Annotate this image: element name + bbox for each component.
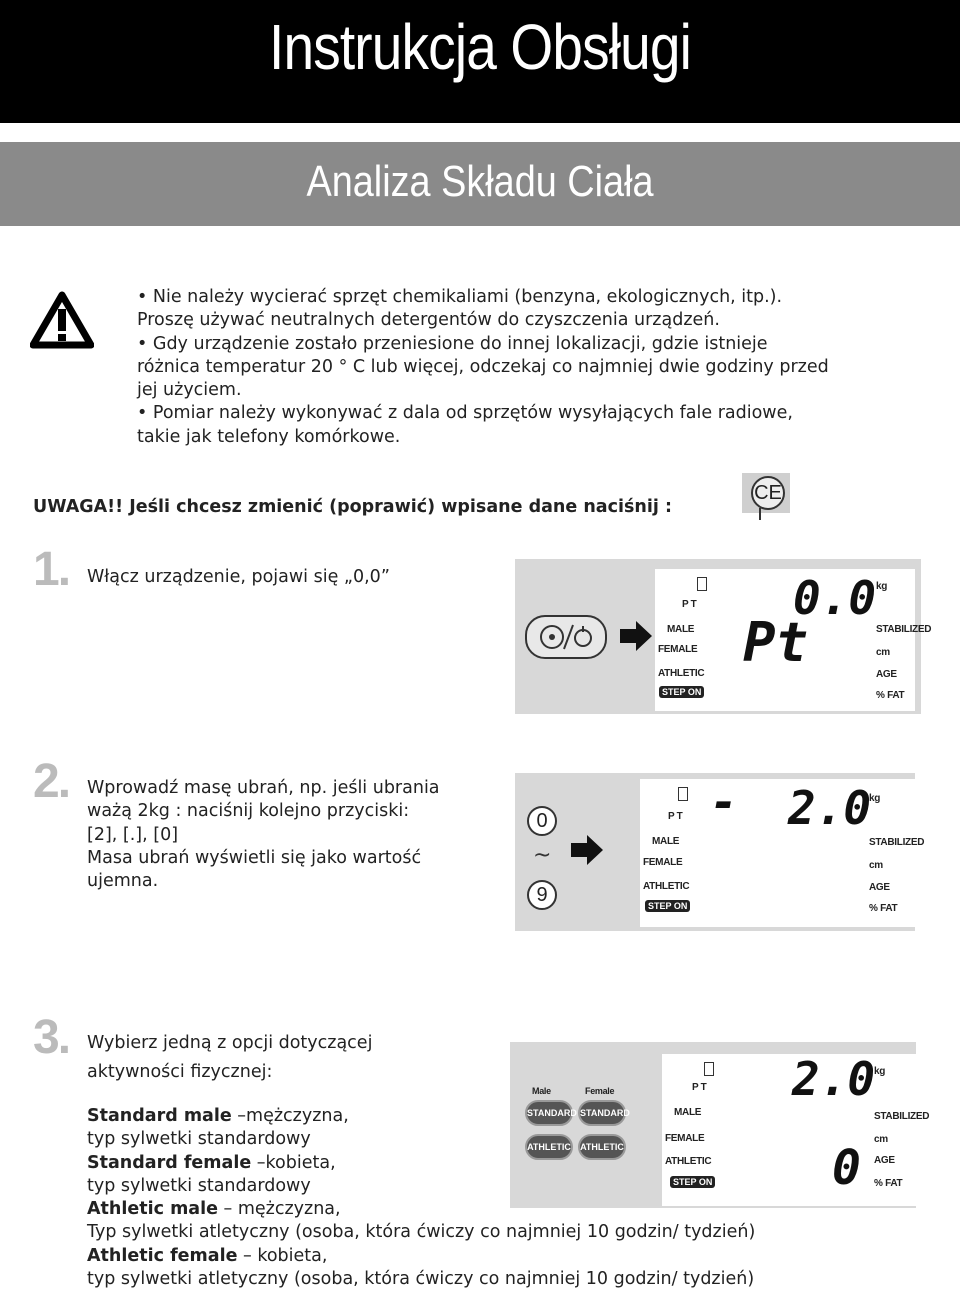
lcd-pt-label: P T bbox=[692, 1082, 707, 1093]
option-title: Standard male bbox=[87, 1106, 232, 1126]
warning-line: Proszę używać neutralnych detergentów do czyszczenia urządzeń. bbox=[137, 310, 720, 331]
lcd-step-on: STEP ON bbox=[645, 900, 690, 912]
lcd-fat-label: % FAT bbox=[869, 903, 898, 914]
lcd-kg-label: kg bbox=[869, 793, 881, 804]
key-0-image: 0 bbox=[527, 806, 557, 836]
lcd-female-label: FEMALE bbox=[643, 857, 683, 868]
lcd-cm-label: cm bbox=[869, 860, 883, 871]
option-description: typ sylwetki standardowy bbox=[87, 1129, 311, 1150]
lcd-fat-label: % FAT bbox=[874, 1178, 903, 1189]
lcd-cm-label: cm bbox=[874, 1134, 888, 1145]
option-gender: – mężczyzna, bbox=[217, 1199, 341, 1220]
step2-line: [2], [.], [0] bbox=[87, 824, 179, 845]
page-subtitle: Analiza Składu Ciała bbox=[306, 157, 654, 206]
lcd-display bbox=[640, 775, 925, 927]
warning-line: takie jak telefony komórkowe. bbox=[137, 426, 401, 447]
lcd-fat-label: % FAT bbox=[876, 690, 905, 701]
lcd-athletic-label: ATHLETIC bbox=[643, 881, 690, 892]
lcd-display bbox=[655, 569, 932, 711]
warning-line: • Gdy urządzenie zostało przeniesione do innej lokalizacji, gdzie istnieje bbox=[137, 333, 768, 354]
step2-line: ważą 2kg : naciśnij kolejno przyciski: bbox=[87, 801, 410, 822]
lcd-male-label: MALE bbox=[667, 624, 695, 635]
step1-text: Włącz urządzenie, pojawi się „0,0” bbox=[87, 567, 390, 587]
step-number: 3. bbox=[33, 1011, 70, 1064]
athletic-female-button-image: ATHLETIC bbox=[578, 1134, 626, 1160]
lcd-step-on: STEP ON bbox=[659, 686, 704, 698]
athletic-male-button-image: ATHLETIC bbox=[525, 1134, 573, 1160]
power-icon bbox=[527, 617, 605, 657]
lcd-male-label: MALE bbox=[652, 836, 680, 847]
standard-female-button-image: STANDARD bbox=[578, 1100, 626, 1126]
lcd-step-on: STEP ON bbox=[670, 1176, 715, 1188]
step-number: 2. bbox=[33, 755, 70, 808]
lcd-age-label: AGE bbox=[876, 669, 897, 680]
standard-male-button-image: STANDARD bbox=[525, 1100, 573, 1126]
option-title: Standard female bbox=[87, 1152, 252, 1173]
key-9-image: 9 bbox=[527, 880, 557, 910]
battery-icon bbox=[704, 1062, 714, 1076]
tilde-symbol: ~ bbox=[533, 843, 552, 868]
page-title: Instrukcja Obsługi bbox=[269, 11, 691, 83]
lcd-pt-value: Pt bbox=[743, 611, 809, 674]
step2-illustration bbox=[515, 773, 925, 931]
activity-options bbox=[87, 1105, 947, 1291]
lcd-age-label: AGE bbox=[874, 1155, 895, 1166]
option-description: Typ sylwetki atletyczny (osoba, która ćwiczy co najmniej 10 godzin/ tydzień) bbox=[87, 1222, 756, 1243]
warning-icon bbox=[30, 291, 94, 349]
option-title: Athletic male bbox=[87, 1199, 218, 1220]
lcd-kg-label: kg bbox=[876, 581, 888, 592]
warning-line: • Nie należy wycierać sprzęt chemikaliami (benzyna, ekologicznych, itp.). bbox=[137, 287, 783, 307]
lcd-weight-value: 2.0 bbox=[788, 781, 872, 835]
battery-icon bbox=[697, 577, 707, 591]
warning-line: • Pomiar należy wykonywać z dala od sprzętów wysyłających fale radiowe, bbox=[137, 403, 793, 424]
warning-list bbox=[137, 286, 937, 449]
lcd-stabilized-label: STABILIZED bbox=[869, 837, 925, 848]
lcd-pt-label: P T bbox=[682, 599, 697, 610]
lcd-female-label: FEMALE bbox=[665, 1133, 705, 1144]
lcd-male-label: MALE bbox=[674, 1107, 702, 1118]
step-number: 1. bbox=[33, 543, 70, 596]
lcd-female-label: FEMALE bbox=[658, 644, 698, 655]
step1-illustration bbox=[515, 559, 932, 714]
lcd-age-label: AGE bbox=[869, 882, 890, 893]
lcd-weight-value: 0.0 bbox=[793, 571, 877, 625]
lcd-minus-sign: - bbox=[710, 775, 738, 829]
warning-line: różnica temperatur 20 ° C lub więcej, odczekaj co najmniej dwie godziny przed bbox=[137, 356, 829, 377]
warning-line: jej użyciem. bbox=[137, 380, 242, 401]
lcd-cm-label: cm bbox=[876, 647, 890, 658]
lcd-athletic-label: ATHLETIC bbox=[665, 1156, 712, 1167]
step2-line: Masa ubrań wyświetli się jako wartość bbox=[87, 847, 422, 868]
lcd-pt-label: P T bbox=[668, 811, 683, 822]
note-text: UWAGA!! Jeśli chcesz zmienić (poprawić) wpisane dane naciśnij : bbox=[33, 497, 672, 517]
lcd-kg-label: kg bbox=[874, 1066, 886, 1077]
option-description: typ sylwetki standardowy bbox=[87, 1175, 311, 1196]
option-standard-female bbox=[87, 1152, 947, 1175]
ce-icon: CE bbox=[751, 476, 785, 510]
option-gender: –mężczyzna, bbox=[231, 1106, 349, 1126]
lcd-stabilized-label: STABILIZED bbox=[874, 1111, 930, 1122]
arrow-right-icon bbox=[620, 621, 652, 651]
option-description: typ sylwetki atletyczny (osoba, która ćwiczy co najmniej 10 godzin/ tydzień) bbox=[87, 1269, 755, 1290]
step3-line: aktywności fizycznej: bbox=[87, 1062, 273, 1082]
arrow-right-icon bbox=[571, 835, 603, 865]
step2-line: ujemna. bbox=[87, 871, 159, 892]
option-gender: – kobieta, bbox=[237, 1245, 328, 1266]
male-column-label: Male bbox=[532, 1086, 551, 1096]
option-standard-male bbox=[87, 1105, 947, 1128]
lcd-weight-value: 2.0 bbox=[792, 1052, 876, 1106]
lcd-stabilized-label: STABILIZED bbox=[876, 624, 932, 635]
option-title: Athletic female bbox=[87, 1245, 238, 1266]
battery-icon bbox=[678, 787, 688, 801]
step3-line: Wybierz jedną z opcji dotyczącej bbox=[87, 1033, 373, 1053]
lcd-age-value: 0 bbox=[832, 1140, 861, 1196]
power-button-image bbox=[525, 615, 607, 659]
lcd-athletic-label: ATHLETIC bbox=[658, 668, 705, 679]
step2-line: Wprowadź masę ubrań, np. jeśli ubrania bbox=[87, 778, 440, 798]
female-column-label: Female bbox=[585, 1086, 615, 1096]
step2-text bbox=[87, 777, 440, 893]
option-athletic-female bbox=[87, 1245, 947, 1268]
option-athletic-male bbox=[87, 1198, 947, 1221]
option-gender: –kobieta, bbox=[251, 1152, 336, 1173]
ce-button-image bbox=[742, 473, 790, 513]
